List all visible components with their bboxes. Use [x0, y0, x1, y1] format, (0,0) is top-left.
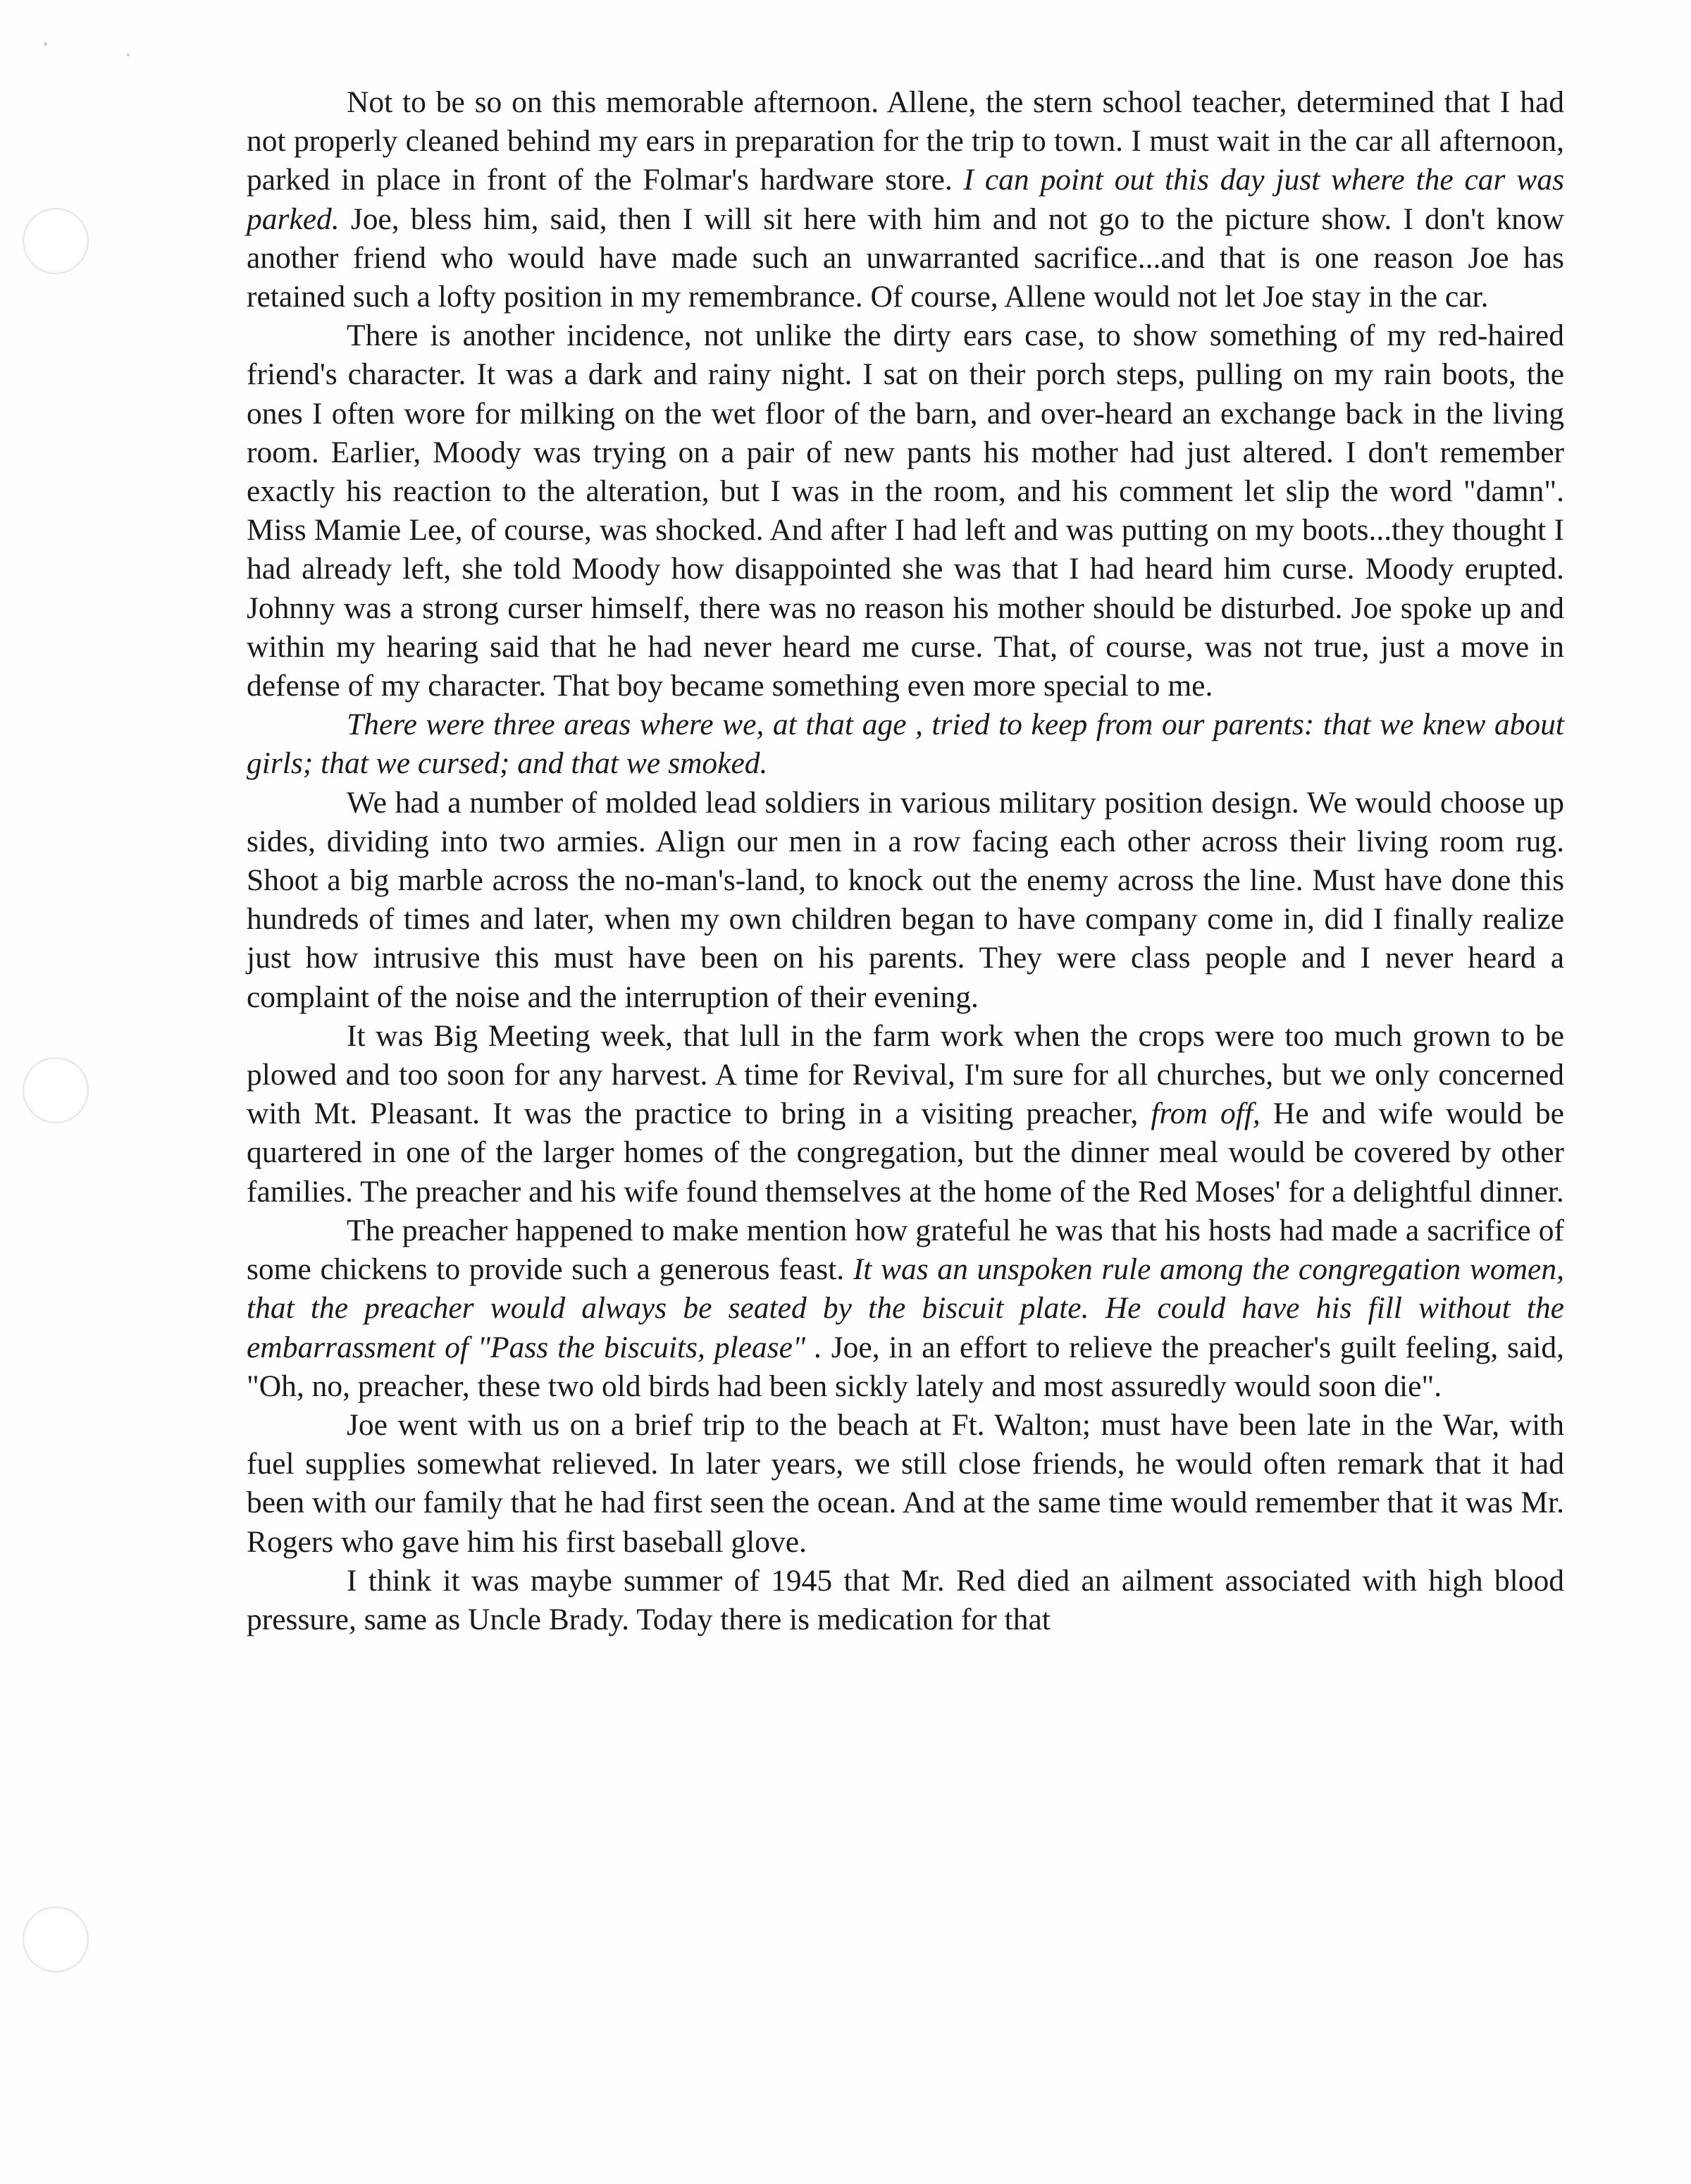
text-segment: I think it was maybe summer of 1945 that Mr. Red died an ailment associated with high blood pressure, same as Uncle Brady. Today there is medication for that: [247, 1563, 1564, 1636]
text-segment-italic: There were three areas where we, at that age , tried to keep from our parents: that we knew about girls; that we cursed; and that we smoked.: [247, 708, 1564, 781]
text-segment-italic: from off,: [1151, 1097, 1260, 1131]
text-segment: There is another incidence, not unlike the dirty ears case, to show something of my red-haired friend's character. It was a dark and rainy night. I sat on their porch steps, pulling on my rain boots, the ones I often wore for milking on the wet floor of the barn, and over-heard an exchange back in the living room. Earlier, Moody was trying on a pair of new pants his mother had just altered. I don't remember exactly his reaction to the alteration, but I was in the room, and his comment let slip the word "damn". Miss Mamie Lee, of course, was shocked. And after I had left and was putting on my boots...they thought I had already left, she told Moody how disappointed she was that I had heard him curse. Moody erupted. Johnny was a strong curser himself, there was no reason his mother should be disturbed. Joe spoke up and within my hearing said that he had never heard me curse. That, of course, was not true, just a move in defense of my character. That boy became something even more special to me.: [247, 319, 1564, 703]
paragraph-rainy-night: [247, 316, 1564, 705]
text-segment-italic: I can point out this day just where the car was parked.: [247, 163, 1564, 236]
paragraph-preacher-chickens: [247, 1211, 1564, 1406]
text-segment: He and wife would be quartered in one of the larger homes of the congregation, but the dinner meal would be covered by other families. The preacher and his wife found themselves at the home of the Red Moses' for a delightful dinner.: [247, 1097, 1564, 1209]
paragraph-three-areas: [247, 705, 1564, 783]
text-segment: The preacher happened to make mention how grateful he was that his hosts had made a sacrifice of some chickens to provide such a generous feast.: [247, 1213, 1564, 1287]
scan-speck: [44, 42, 47, 46]
scan-speck: [127, 54, 130, 56]
text-segment: Joe, in an effort to relieve the preacher's guilt feeling, said, "Oh, no, preacher, these two old birds had been sickly lately and most assuredly would soon die".: [247, 1330, 1564, 1403]
paragraph-big-meeting: [247, 1017, 1564, 1211]
paragraph-folmar-store: [247, 83, 1564, 316]
punch-hole-top: [23, 208, 89, 274]
paragraph-mr-red: [247, 1562, 1564, 1639]
text-segment: Not to be so on this memorable afternoon. Allene, the stern school teacher, determined that I had not properly cleaned behind my ears in preparation for the trip to town. I must wait in the car all afternoon, parked in place in front of the Folmar's hardware store.: [247, 85, 1564, 197]
text-segment: Joe went with us on a brief trip to the beach at Ft. Walton; must have been late in the War, with fuel supplies somewhat relieved. In later years, we still close friends, he would often remark that it had been with our family that he had first seen the ocean. And at the same time would remember that it was Mr. Rogers who gave him his first baseball glove.: [247, 1407, 1564, 1559]
punch-hole-middle: [23, 1057, 89, 1123]
text-segment: We had a number of molded lead soldiers in various military position design. We would choose up sides, dividing into two armies. Align our men in a row facing each other across their living room rug. Shoot a big marble across the no-man's-land, to knock out the enemy across the line. Must have done this hundreds of times and later, when my own children began to have company come in, did I finally realize just how intrusive this must have been on his parents. They were class people and I never heard a complaint of the noise and the interruption of their evening.: [247, 785, 1564, 1014]
paragraph-lead-soldiers: [247, 784, 1564, 1017]
text-segment-italic: It was an unspoken rule among the congregation women, that the preacher would always be seated by the biscuit plate. He could have his fill without the embarrassment of "Pass the biscuits, please" .: [247, 1252, 1564, 1364]
text-segment: It was Big Meeting week, that lull in the farm work when the crops were too much grown to be plowed and too soon for any harvest. A time for Revival, I'm sure for all churches, but we only concerned with Mt. Pleasant. It was the practice to bring in a visiting preacher,: [247, 1018, 1564, 1131]
body-text: [247, 83, 1564, 1639]
paragraph-beach-trip: [247, 1406, 1564, 1562]
text-segment: Joe, bless him, said, then I will sit here with him and not go to the picture show. I don't know another friend who would have made such an unwarranted sacrifice...and that is one reason Joe has retained such a lofty position in my remembrance. Of course, Allene would not let Joe stay in the car.: [247, 202, 1564, 314]
punch-hole-bottom: [23, 1906, 89, 1973]
